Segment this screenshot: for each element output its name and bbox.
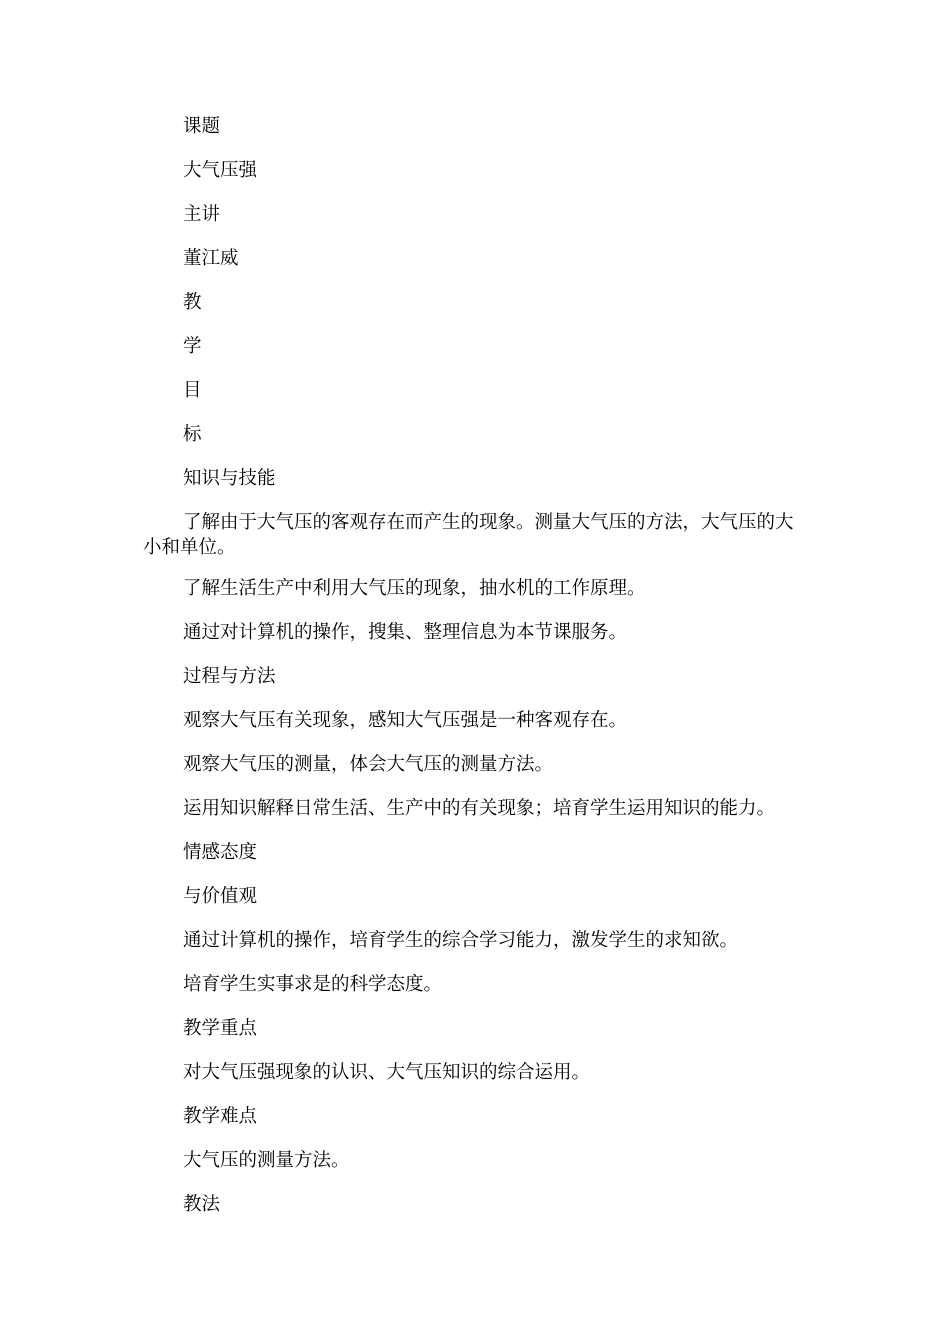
difficulties-value: 大气压的测量方法。	[183, 1150, 350, 1171]
heading-process-methods: 过程与方法	[183, 666, 276, 687]
objective-paragraph: 培育学生实事求是的科学态度。	[183, 974, 443, 995]
objective-paragraph: 观察大气压的测量，体会大气压的测量方法。	[183, 754, 554, 775]
objective-paragraph: 通过计算机的操作，培育学生的综合学习能力，激发学生的求知欲。	[183, 930, 739, 951]
label-objectives-char-4: 标	[183, 424, 202, 445]
objective-paragraph: 运用知识解释日常生活、生产中的有关现象；培育学生运用知识的能力。	[183, 798, 776, 819]
label-objectives-char-2: 学	[183, 336, 202, 357]
label-lecturer: 主讲	[183, 204, 221, 225]
heading-values: 与价值观	[183, 886, 258, 907]
objective-paragraph: 通过对计算机的操作，搜集、整理信息为本节课服务。	[183, 622, 628, 643]
objective-paragraph: 了解由于大气压的客观存在而产生的现象。测量大气压的方法，大气压的大小和单位。	[143, 512, 794, 558]
objective-paragraph: 观察大气压有关现象，感知大气压强是一种客观存在。	[183, 710, 628, 731]
key-points-value: 对大气压强现象的认识、大气压知识的综合运用。	[183, 1062, 591, 1083]
heading-teaching-method: 教法	[183, 1194, 221, 1215]
topic-value: 大气压强	[183, 160, 258, 181]
heading-difficulties: 教学难点	[183, 1106, 258, 1127]
label-objectives-char-3: 目	[183, 380, 202, 401]
label-topic: 课题	[183, 116, 221, 137]
heading-key-points: 教学重点	[183, 1018, 258, 1039]
heading-emotion-attitude: 情感态度	[183, 842, 258, 863]
label-objectives-char-1: 教	[183, 292, 202, 313]
heading-knowledge-skills: 知识与技能	[183, 468, 276, 489]
objective-paragraph: 了解生活生产中利用大气压的现象，抽水机的工作原理。	[183, 578, 646, 599]
lecturer-value: 董江威	[183, 248, 239, 269]
